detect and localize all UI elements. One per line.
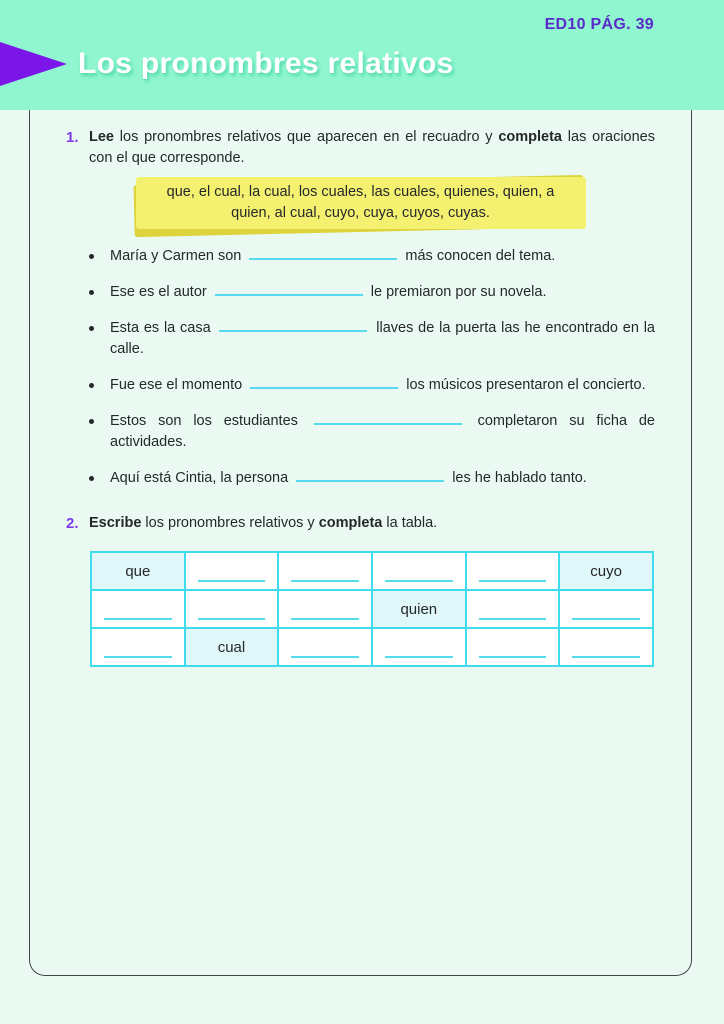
answer-line [572, 618, 640, 620]
instruction-verb: Lee [89, 129, 114, 145]
bullet-icon [89, 383, 94, 388]
blank-cell [91, 590, 185, 628]
blank-cell [372, 628, 466, 666]
blank-cell [372, 552, 466, 590]
exercise-2-header [66, 513, 655, 534]
sentence-item [89, 246, 655, 267]
exercise-1 [66, 127, 655, 489]
blank-cell [559, 590, 653, 628]
blank-cell [559, 628, 653, 666]
bullet-icon [89, 476, 94, 481]
sentence-after: completaron su ficha de actividades. [110, 413, 655, 450]
exercise-1-number: 1. [66, 129, 79, 146]
answer-blank [219, 319, 367, 332]
exercise-2-instruction [89, 513, 655, 534]
pronoun-cell: cuyo [559, 552, 653, 590]
sentence-text [110, 375, 655, 396]
sentence-before: María y Carmen son [110, 248, 246, 264]
sentence-list [66, 246, 655, 489]
arrow-right-icon [0, 42, 67, 86]
sentence-after: les he hablado tanto. [448, 470, 587, 486]
answer-blank [296, 469, 444, 482]
pronoun-cell: quien [372, 590, 466, 628]
exercise-1-instruction [89, 127, 655, 169]
pronoun-cell: cual [185, 628, 279, 666]
sentence-after: más conocen del tema. [401, 248, 556, 264]
blank-cell [185, 552, 279, 590]
page-title: Los pronombres relativos [78, 47, 454, 80]
instruction-verb: completa [318, 515, 383, 531]
sentence-item [89, 318, 655, 360]
answer-line [479, 580, 547, 582]
instruction-text: los pronombres relativos y [141, 515, 319, 531]
table-row [91, 552, 653, 590]
bullet-icon [89, 326, 94, 331]
answer-line [385, 580, 453, 582]
word-bank-text: que, el cual, la cual, los cuales, las cuales, quienes, quien, a quien, al cual, cuyo, cuya, cuyos, cuyas. [166, 184, 555, 221]
sentence-before: Aquí está Cintia, la persona [110, 470, 293, 486]
sentence-before: Fue ese el momento [110, 377, 247, 393]
blank-cell [466, 590, 560, 628]
instruction-text: los pronombres relativos que aparecen en el recuadro y [114, 129, 499, 145]
answer-line [198, 618, 266, 620]
table-row [91, 590, 653, 628]
answer-line [291, 580, 359, 582]
answer-line [104, 656, 172, 658]
blank-cell [466, 628, 560, 666]
pronoun-table-body [91, 552, 653, 666]
sentence-item [89, 375, 655, 396]
instruction-text: la tabla. [382, 515, 438, 531]
answer-line [479, 618, 547, 620]
sentence-before: Esta es la casa [110, 320, 216, 336]
content-panel [29, 110, 692, 976]
sentence-text [110, 246, 655, 267]
word-bank-box [136, 177, 586, 229]
blank-cell [91, 628, 185, 666]
blank-cell [278, 590, 372, 628]
instruction-text: las oraciones con el que corresponde. [89, 129, 656, 166]
answer-line [479, 656, 547, 658]
blank-cell [466, 552, 560, 590]
sentence-after: llaves de la puerta las he encontrado en la calle. [110, 320, 655, 357]
pronoun-table [90, 551, 654, 667]
blank-cell [278, 628, 372, 666]
sentence-before: Estos son los estudiantes [110, 413, 310, 429]
answer-line [291, 618, 359, 620]
blank-cell [185, 590, 279, 628]
sentence-after: le premiaron por su novela. [366, 284, 547, 300]
answer-line [198, 580, 266, 582]
pronoun-cell: que [91, 552, 185, 590]
sentence-text [110, 318, 655, 360]
exercise-2-number: 2. [66, 515, 79, 532]
sentence-item [89, 411, 655, 453]
page-reference: ED10 PÁG. 39 [544, 16, 654, 33]
answer-line [291, 656, 359, 658]
bullet-icon [89, 419, 94, 424]
bullet-icon [89, 254, 94, 259]
answer-blank [249, 247, 397, 260]
page-header [0, 0, 724, 110]
exercise-1-header [66, 127, 655, 169]
sentence-text [110, 282, 655, 303]
sentence-before: Ese es el autor [110, 284, 211, 300]
instruction-verb: completa [498, 129, 563, 145]
exercise-2 [66, 513, 655, 667]
answer-line [572, 656, 640, 658]
blank-cell [278, 552, 372, 590]
answer-line [385, 656, 453, 658]
bullet-icon [89, 290, 94, 295]
answer-line [104, 618, 172, 620]
sentence-item [89, 468, 655, 489]
answer-blank [314, 412, 462, 425]
instruction-verb: Escribe [89, 515, 142, 531]
sentence-text [110, 468, 655, 489]
sentence-text [110, 411, 655, 453]
answer-blank [215, 283, 363, 296]
answer-blank [250, 376, 398, 389]
sentence-after: los músicos presentaron el concierto. [402, 377, 646, 393]
sentence-item [89, 282, 655, 303]
table-row [91, 628, 653, 666]
